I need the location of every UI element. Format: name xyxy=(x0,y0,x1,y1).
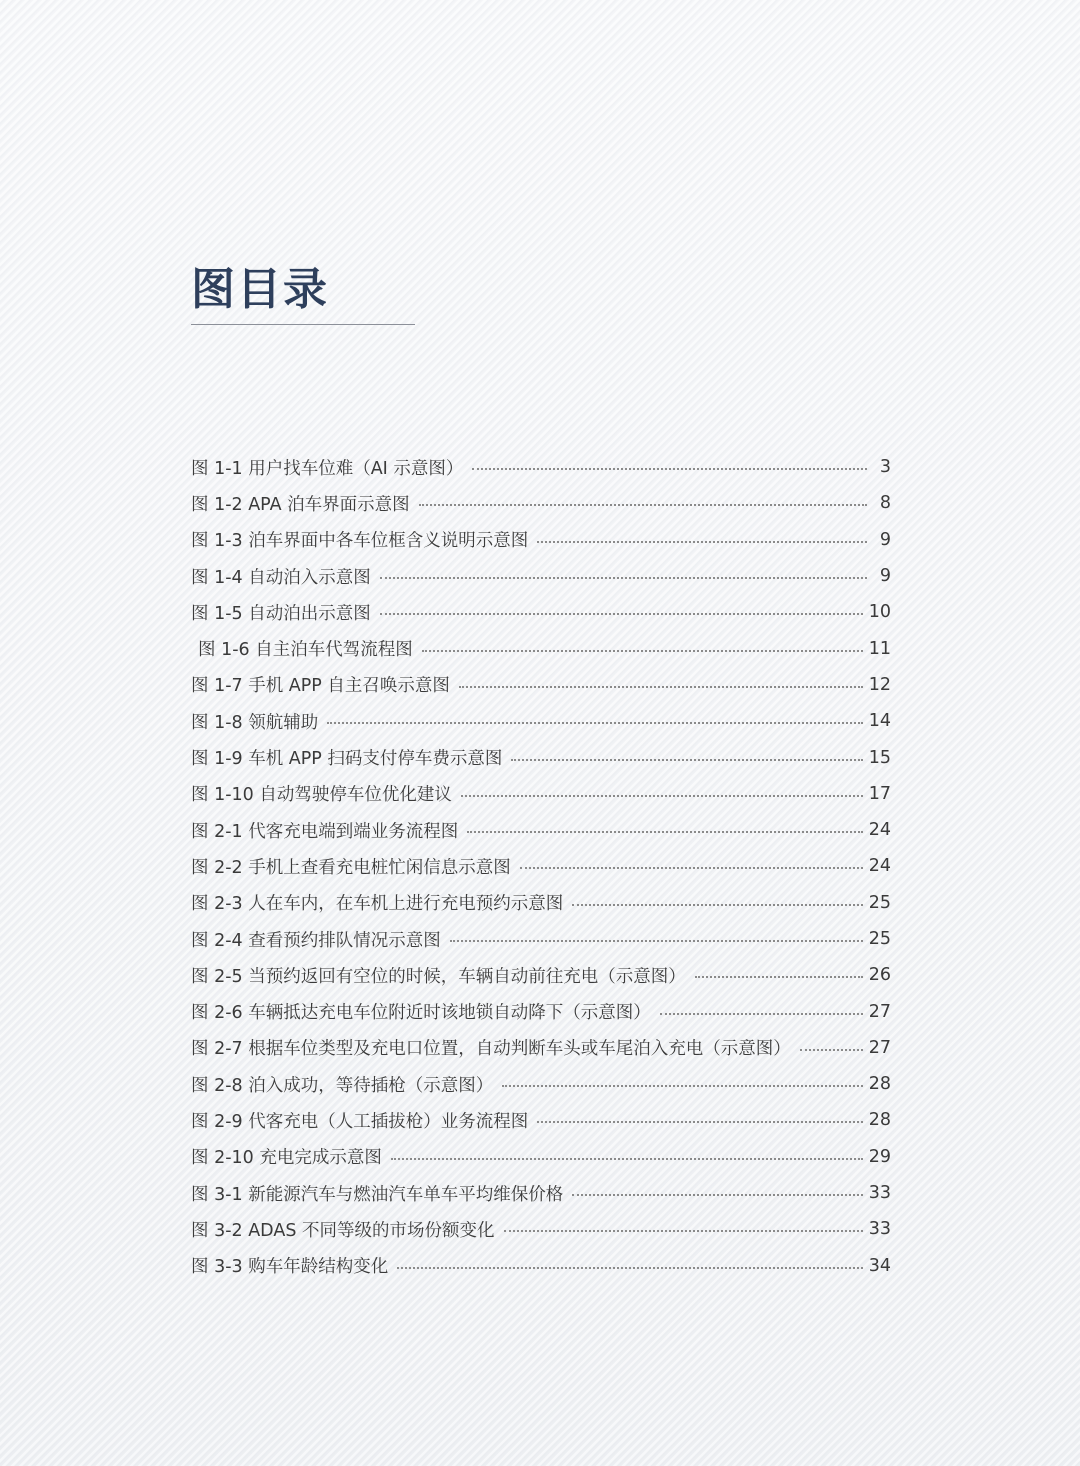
toc-entry-page-number: 3 xyxy=(879,457,891,478)
toc-entry-1-3[interactable] xyxy=(191,522,891,558)
dot-leader xyxy=(380,613,863,615)
toc-entry-page-number: 33 xyxy=(868,1183,891,1204)
toc-entry-page-number: 26 xyxy=(868,965,891,986)
toc-entry-page-number: 12 xyxy=(868,674,891,695)
toc-entry-label: 图 3-3 购车年龄结构变化 xyxy=(191,1257,389,1278)
dot-leader xyxy=(422,650,863,652)
dot-leader xyxy=(397,1267,863,1269)
toc-entry-1-8[interactable] xyxy=(191,703,891,739)
toc-entry-label: 图 2-6 车辆抵达充电车位附近时该地锁自动降下（示意图） xyxy=(191,1003,651,1024)
toc-entry-1-2[interactable] xyxy=(191,485,891,521)
dot-leader xyxy=(511,759,862,761)
dot-leader xyxy=(572,904,863,906)
dot-leader xyxy=(537,1121,863,1123)
toc-entry-1-9[interactable] xyxy=(191,739,891,775)
toc-entry-1-5[interactable] xyxy=(191,594,891,630)
toc-heading-block xyxy=(191,262,421,325)
toc-entry-label: 图 3-1 新能源汽车与燃油汽车单车平均维保价格 xyxy=(191,1184,564,1205)
toc-entry-2-8[interactable] xyxy=(191,1066,891,1102)
toc-entry-label: 图 1-7 手机 APP 自主召唤示意图 xyxy=(191,676,450,697)
toc-entry-label: 图 2-7 根据车位类型及充电口位置，自动判断车头或车尾泊入充电（示意图） xyxy=(191,1039,791,1060)
toc-entry-1-6[interactable] xyxy=(191,630,891,666)
dot-leader xyxy=(520,867,863,869)
dot-leader xyxy=(660,1013,863,1015)
toc-entry-label: 图 1-6 自主泊车代驾流程图 xyxy=(198,640,413,661)
toc-entry-page-number: 28 xyxy=(868,1074,891,1095)
toc-entry-2-5[interactable] xyxy=(191,957,891,993)
toc-entry-label: 图 1-2 APA 泊车界面示意图 xyxy=(191,494,410,515)
toc-entry-page-number: 17 xyxy=(868,783,891,804)
toc-entry-1-10[interactable] xyxy=(191,776,891,812)
toc-entry-label: 图 2-10 充电完成示意图 xyxy=(191,1148,382,1169)
toc-entry-2-3[interactable] xyxy=(191,885,891,921)
toc-entry-label: 图 2-5 当预约返回有空位的时候，车辆自动前往充电（示意图） xyxy=(191,966,686,987)
toc-entry-2-2[interactable] xyxy=(191,848,891,884)
dot-leader xyxy=(467,831,863,833)
toc-entry-page-number: 33 xyxy=(868,1219,891,1240)
dot-leader xyxy=(537,541,867,543)
toc-entry-page-number: 8 xyxy=(879,493,891,514)
dot-leader xyxy=(502,1085,863,1087)
toc-entry-2-7[interactable] xyxy=(191,1030,891,1066)
toc-entry-page-number: 27 xyxy=(868,1001,891,1022)
toc-entry-page-number: 29 xyxy=(868,1146,891,1167)
dot-leader xyxy=(800,1049,863,1051)
toc-entry-label: 图 2-1 代客充电端到端业务流程图 xyxy=(191,821,459,842)
toc-entry-page-number: 25 xyxy=(868,892,891,913)
dot-leader xyxy=(450,940,863,942)
dot-leader xyxy=(459,686,863,688)
toc-entry-1-1[interactable] xyxy=(191,449,891,485)
toc-entry-label: 图 1-8 领航辅助 xyxy=(191,712,319,733)
toc-entry-label: 图 1-1 用户找车位难（AI 示意图） xyxy=(191,458,464,479)
toc-entry-2-1[interactable] xyxy=(191,812,891,848)
toc-entry-label: 图 1-5 自动泊出示意图 xyxy=(191,603,371,624)
toc-entry-1-4[interactable] xyxy=(191,558,891,594)
dot-leader xyxy=(461,795,863,797)
toc-entry-page-number: 34 xyxy=(868,1255,891,1276)
page-title: 图目录 xyxy=(191,264,329,315)
toc-entry-page-number: 10 xyxy=(868,602,891,623)
toc-entry-3-1[interactable] xyxy=(191,1175,891,1211)
dot-leader xyxy=(327,722,863,724)
toc-entry-page-number: 25 xyxy=(868,929,891,949)
toc-entry-label: 图 2-4 查看预约排队情况示意图 xyxy=(191,930,441,951)
toc-entry-page-number: 24 xyxy=(868,820,891,841)
toc-entry-3-2[interactable] xyxy=(191,1211,891,1247)
toc-entry-label: 图 3-2 ADAS 不同等级的市场份额变化 xyxy=(191,1220,495,1241)
toc-entry-label: 图 2-9 代客充电（人工插拔枪）业务流程图 xyxy=(191,1111,529,1132)
toc-entry-page-number: 9 xyxy=(879,529,891,550)
toc-entry-1-7[interactable] xyxy=(191,667,891,703)
dot-leader xyxy=(504,1230,863,1232)
dot-leader xyxy=(572,1194,863,1196)
toc-entry-2-4[interactable] xyxy=(191,921,891,957)
toc-entry-3-3[interactable] xyxy=(191,1248,891,1284)
dot-leader xyxy=(380,577,867,579)
title-underline xyxy=(191,324,415,325)
toc-entry-label: 图 2-3 人在车内，在车机上进行充电预约示意图 xyxy=(191,894,564,915)
dot-leader xyxy=(472,468,867,470)
toc-entry-2-9[interactable] xyxy=(191,1102,891,1138)
toc-entry-page-number: 15 xyxy=(868,747,891,768)
toc-entry-label: 图 2-8 泊入成功，等待插枪（示意图） xyxy=(191,1075,494,1096)
toc-entry-label: 图 1-9 车机 APP 扫码支付停车费示意图 xyxy=(191,749,503,770)
dot-leader xyxy=(695,976,863,978)
toc-entry-label: 图 1-3 泊车界面中各车位框含义说明示意图 xyxy=(191,531,529,552)
toc-entry-page-number: 14 xyxy=(868,711,891,732)
toc-entry-label: 图 1-10 自动驾驶停车位优化建议 xyxy=(191,785,452,806)
toc-entry-page-number: 11 xyxy=(868,638,891,659)
dot-leader xyxy=(419,504,867,506)
toc-entry-label: 图 1-4 自动泊入示意图 xyxy=(191,567,371,588)
toc-entry-page-number: 28 xyxy=(868,1110,891,1131)
toc-entry-2-10[interactable] xyxy=(191,1139,891,1175)
toc-entry-2-6[interactable] xyxy=(191,993,891,1029)
figure-list xyxy=(191,449,891,1284)
toc-entry-page-number: 27 xyxy=(868,1037,891,1058)
toc-entry-label: 图 2-2 手机上查看充电桩忙闲信息示意图 xyxy=(191,857,511,878)
toc-entry-page-number: 24 xyxy=(868,856,891,877)
toc-entry-page-number: 9 xyxy=(879,566,891,587)
dot-leader xyxy=(391,1158,863,1160)
